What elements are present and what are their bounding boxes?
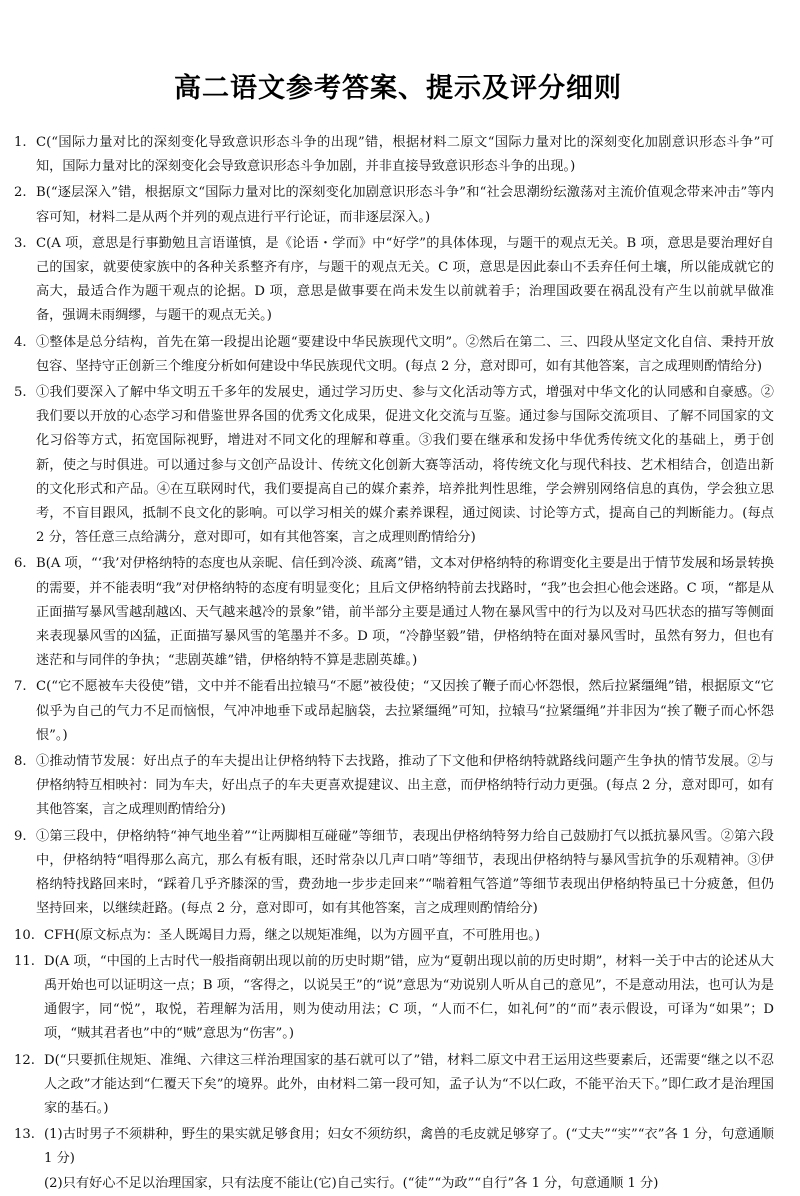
answer-item-8 (14, 750, 774, 823)
item-number: 4. (14, 334, 27, 350)
item-text: B(“逐层深入”错，根据原文“国际力量对比的深刻变化加剧意识形态斗争”和“社会思潮纷纭激荡对主流价值观念带来冲击”等内容可知，材料二是从两个并列的观点进行平行论证，而非逐层深入。) (36, 185, 774, 225)
item-number: 5. (14, 385, 27, 401)
answer-item-5 (14, 381, 774, 550)
answer-item-6 (14, 552, 774, 673)
answer-item-11 (14, 950, 774, 1047)
answer-list (14, 131, 774, 1196)
answer-item-10 (14, 924, 774, 948)
item-number: 3. (14, 235, 27, 251)
item-number: 10. (14, 927, 35, 943)
item-number: 13. (14, 1127, 35, 1143)
item-text: ①推动情节发展：好出点子的车夫提出让伊格纳特下去找路，推动了下文他和伊格纳特就路线问题产生争执的情节发展。②与伊格纳特互相映衬：同为车夫，好出点子的车夫更喜欢提建议、出主意，而伊格纳特行动力更强。(每点 2 分，意对即可，如有其他答案，言之成理则酌情给分) (36, 754, 774, 818)
page-title: 高二语文参考答案、提示及评分细则 (174, 73, 622, 104)
answer-item-9 (14, 825, 774, 922)
item-number: 1. (14, 135, 27, 150)
item-text: ①第三段中，伊格纳特“神气地坐着”“让两脚相互碰碰”等细节，表现出伊格纳特努力给自己鼓励打气以抵抗暴风雪。②第六段中，伊格纳特“唱得那么高亢，那么有板有眼，还时常杂以几声口哨”等细节，表现出伊格纳特与暴风雪抗争的乐观精神。③伊格纳特找路回来时，“踩着几乎齐膝深的雪，费劲地一步步走回来”“喘着粗气答道”等细节表现出伊格纳特虽已十分疲惫，但仍坚持回来，以继续赶路。(每点 2 分，意对即可，如有其他答案，言之成理则酌情给分) (36, 828, 774, 917)
item-text: B(A 项，“‘我’对伊格纳特的态度也从亲昵、信任到冷淡、疏离”错，文本对伊格纳特的称谓变化主要是出于情节发展和场景转换的需要，并不能表明“我”对伊格纳特的态度有明显变化；且后文伊格纳特前去找路时，“我”也会担心他会迷路。C 项，“都是从正面描写暴风雪越刮越凶、天气越来越冷的景象”错，前半部分主要是通过人物在暴风雪中的行为以及对马匹状态的描写等侧面来表现暴风雪的凶猛，正面描写暴风雪的笔墨并不多。D 项，“冷静坚毅”错，伊格纳特在面对暴风雪时，虽然有努力，但也有迷茫和与同伴的争执；“悲剧英雄”错，伊格纳特不算是悲剧英雄。) (36, 556, 774, 669)
answer-item-12 (14, 1049, 774, 1122)
item-text: D(“只要抓住规矩、准绳、六律这三样治理国家的基石就可以了”错，材料二原文中君王运用这些要素后，还需要“继之以不忍人之政”才能达到“仁覆天下矣”的境界。此外，由材料二第一段可知，孟子认为“不以仁政，不能平治天下。”即仁政才是治理国家的基石。) (44, 1052, 774, 1116)
item-number: 8. (14, 754, 27, 770)
item-number: 12. (14, 1052, 35, 1068)
answer-item-1 (14, 131, 774, 179)
answer-item-13 (14, 1123, 774, 1196)
item-text: C(“它不愿被车夫役使”错，文中并不能看出拉辕马“不愿”被役使；“又因挨了鞭子而心怀怨恨，然后拉紧缰绳”错，根据原文“它似乎为自己的气力不足而恼恨，气冲冲地垂下或昂起脑袋，去拉紧缰绳”可知，拉辕马“拉紧缰绳”并非因为“挨了鞭子而心怀怨恨”。) (36, 679, 774, 743)
item-text-part-2: (2)只有好心不足以治理国家，只有法度不能让(它)自己实行。(“徒”“为政”“自行”各 1 分，句意通顺 1 分) (44, 1175, 659, 1191)
item-text: ①整体是总分结构，首先在第一段提出论题“要建设中华民族现代文明”。②然后在第二、三、四段从坚定文化自信、秉持开放包容、坚持守正创新三个维度分析如何建设中华民族现代文明。(每点 2 分，意对即可，如有其他答案，言之成理则酌情给分) (36, 334, 774, 374)
item-text: (1)古时男子不须耕种，野生的果实就足够食用；妇女不须纺织，禽兽的毛皮就足够穿了。(“丈夫”“实”“衣”各 1 分，句意通顺 1 分) (44, 1127, 774, 1167)
item-number: 11. (14, 953, 35, 969)
item-text: CFH(原文标点为：圣人既竭目力焉，继之以规矩准绳，以为方圆平直，不可胜用也。) (44, 927, 540, 943)
item-number: 6. (14, 556, 27, 572)
item-text: ①我们要深入了解中华文明五千多年的发展史，通过学习历史、参与文化活动等方式，增强对中华文化的认同感和自豪感。②我们要以开放的心态学习和借鉴世界各国的优秀文化成果，促进文化交流与互鉴。通过参与国际交流项目、了解不同国家的文化习俗等方式，拓宽国际视野，增进对不同文化的理解和尊重。③我们要在继承和发扬中华优秀传统文化的基础上，勇于创新，使之与时俱进。可以通过参与文创产品设计、传统文化创新大赛等活动，将传统文化与现代科技、艺术相结合，创造出新的文化形式和产品。④在互联网时代，我们要提高自己的媒介素养，培养批判性思维，学会辨别网络信息的真伪，学会独立思考，不盲目跟风，抵制不良文化的影响。可以学习相关的媒介素养课程，通过阅读、讨论等方式，提高自己的判断能力。(每点 2 分，答任意三点给满分，意对即可，如有其他答案，言之成理则酌情给分) (36, 385, 774, 546)
answer-item-7 (14, 675, 774, 748)
item-text: C(A 项，意思是行事勤勉且言语谨慎，是《论语・学而》中“好学”的具体体现，与题干的观点无关。B 项，意思是要治理好自己的国家，就要使家族中的各种关系整齐有序，与题干的观点无关。C 项，意思是因此泰山不丢弃任何土壤，所以能成就它的高大，最适合作为题干观点的论据。D 项，意思是做事要在尚未发生以前就着手；治理国政要在祸乱没有产生以前就早做准备，强调未雨绸缪，与题干的观点无关。) (36, 235, 774, 324)
answer-item-3 (14, 232, 774, 329)
answer-item-4 (14, 331, 774, 379)
item-number: 9. (14, 828, 27, 844)
item-text: C(“国际力量对比的深刻变化导致意识形态斗争的出现”错，根据材料二原文“国际力量对比的深刻变化加剧意识形态斗争”可知，国际力量对比的深刻变化会导致意识形态斗争加剧，并非直接导致意识形态斗争的出现。) (36, 135, 774, 175)
item-text: D(A 项，“中国的上古时代一般指商朝出现以前的历史时期”错，应为“夏朝出现以前的历史时期”，材料一关于中古的论述从大禹开始也可以证明这一点；B 项，“客得之，以说吴王”的“说”意思为“劝说别人听从自己的意见”，不是意动用法，也可认为是通假字，同“悦”，取悦，若理解为活用，则为使动用法；C 项，“人而不仁，如礼何”的“而”表示假设，可译为“如果”；D 项，“贼其君者也”中的“贼”意思为“伤害”。) (44, 953, 774, 1042)
item-number: 7. (14, 679, 27, 695)
answer-item-2 (14, 181, 774, 229)
item-number: 2. (14, 185, 27, 201)
